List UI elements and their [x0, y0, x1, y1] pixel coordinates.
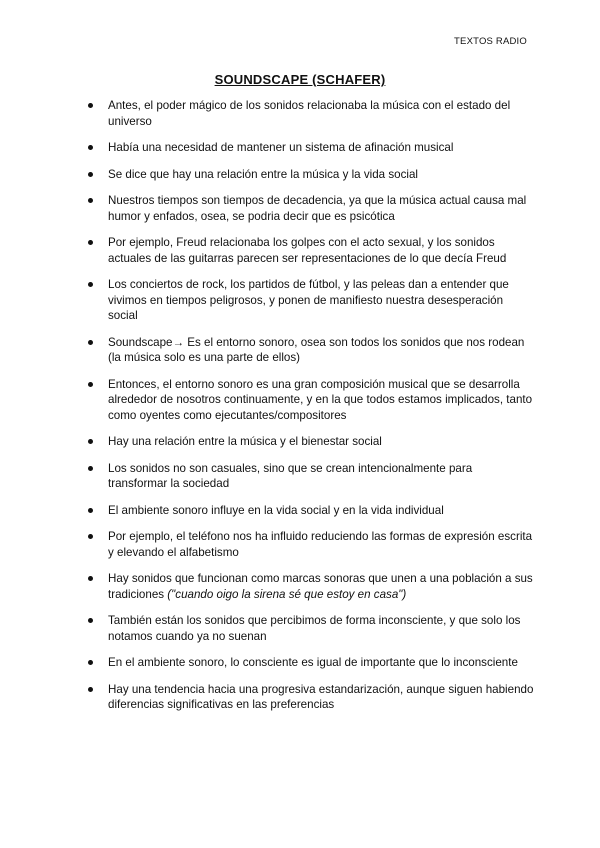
list-item: [84, 377, 534, 424]
bullet-icon: [88, 687, 93, 692]
bullet-icon: [88, 439, 93, 444]
list-item: [84, 682, 534, 713]
list-item-text: Hay una relación entre la música y el bienestar social: [108, 435, 382, 448]
list-item-text: Los conciertos de rock, los partidos de fútbol, y las peleas dan a entender que vivimos en tiempos peligrosos, y ponen de manifiesto nuestra desesperación social: [108, 278, 509, 322]
bullet-icon: [88, 172, 93, 177]
bullet-icon: [88, 660, 93, 665]
list-item: [84, 193, 534, 224]
quote-italic: ("cuando oigo la sirena sé que estoy en casa"): [167, 587, 407, 601]
list-item: [84, 98, 534, 129]
list-item-text: Entonces, el entorno sonoro es una gran composición musical que se desarrolla alrededor de nosotros continuamente, y en la que todos estamos implicados, tanto como oyentes como ejecutantes/compositores: [108, 377, 533, 422]
list-item-text: Por ejemplo, el teléfono nos ha influido reduciendo las formas de expresión escrita y elevando el alfabetismo: [108, 530, 533, 559]
list-item-text: Había una necesidad de mantener un sistema de afinación musical: [108, 141, 454, 154]
bullet-icon: [88, 240, 93, 245]
list-item: [84, 434, 534, 450]
bullet-icon: [88, 534, 93, 539]
list-item-text-main: Hay sonidos que funcionan como marcas sonoras que unen a una población a sus tradiciones: [108, 572, 533, 601]
list-item: [84, 335, 534, 366]
list-item: [84, 655, 534, 671]
list-item-text: [108, 572, 533, 601]
list-item-text: Hay una tendencia hacia una progresiva estandarización, aunque siguen habiendo diferencias significativas en las preferencias: [108, 682, 534, 711]
list-item-text: Antes, el poder mágico de los sonidos relacionaba la música con el estado del universo: [108, 99, 511, 128]
bullet-icon: [88, 340, 93, 345]
list-item: [84, 461, 534, 492]
list-item: [84, 529, 534, 560]
list-item-text: Se dice que hay una relación entre la música y la vida social: [108, 167, 418, 181]
bullet-icon: [88, 103, 93, 108]
list-item: [84, 571, 534, 602]
page-title: SOUNDSCAPE (SCHAFER): [214, 72, 386, 87]
bullet-icon: [88, 198, 93, 203]
list-item-text: Los sonidos no son casuales, sino que se crean intencionalmente para transformar la sociedad: [108, 461, 473, 490]
bullet-icon: [88, 282, 93, 287]
list-item: [84, 503, 534, 519]
list-item: [84, 235, 534, 266]
bullet-list: [84, 98, 534, 724]
bullet-icon: [88, 382, 93, 387]
list-item-text: Nuestros tiempos son tiempos de decadencia, ya que la música actual causa mal humor y enfados, osea, se podria decir que es psicótica: [108, 194, 527, 223]
list-item: [84, 140, 534, 156]
list-item: [84, 167, 534, 183]
list-item-text: Por ejemplo, Freud relacionaba los golpes con el acto sexual, y los sonidos actuales de las guitarras parecen ser representaciones de lo que decía Freud: [108, 236, 507, 265]
list-item-text: En el ambiente sonoro, lo consciente es igual de importante que lo inconsciente: [108, 656, 518, 669]
list-item-text: Soundscape→ Es el entorno sonoro, osea son todos los sonidos que nos rodean (la música solo es una parte de ellos): [108, 335, 525, 364]
bullet-icon: [88, 618, 93, 623]
list-item-text: También están los sonidos que percibimos de forma inconsciente, y que solo los notamos cuando ya no suenan: [108, 614, 521, 643]
bullet-icon: [88, 145, 93, 150]
list-item: [84, 277, 534, 324]
header-label: TEXTOS RADIO: [454, 36, 527, 47]
bullet-icon: [88, 576, 93, 581]
bullet-icon: [88, 508, 93, 513]
list-item-text: El ambiente sonoro influye en la vida social y en la vida individual: [108, 503, 444, 517]
bullet-icon: [88, 466, 93, 471]
list-item: [84, 613, 534, 644]
